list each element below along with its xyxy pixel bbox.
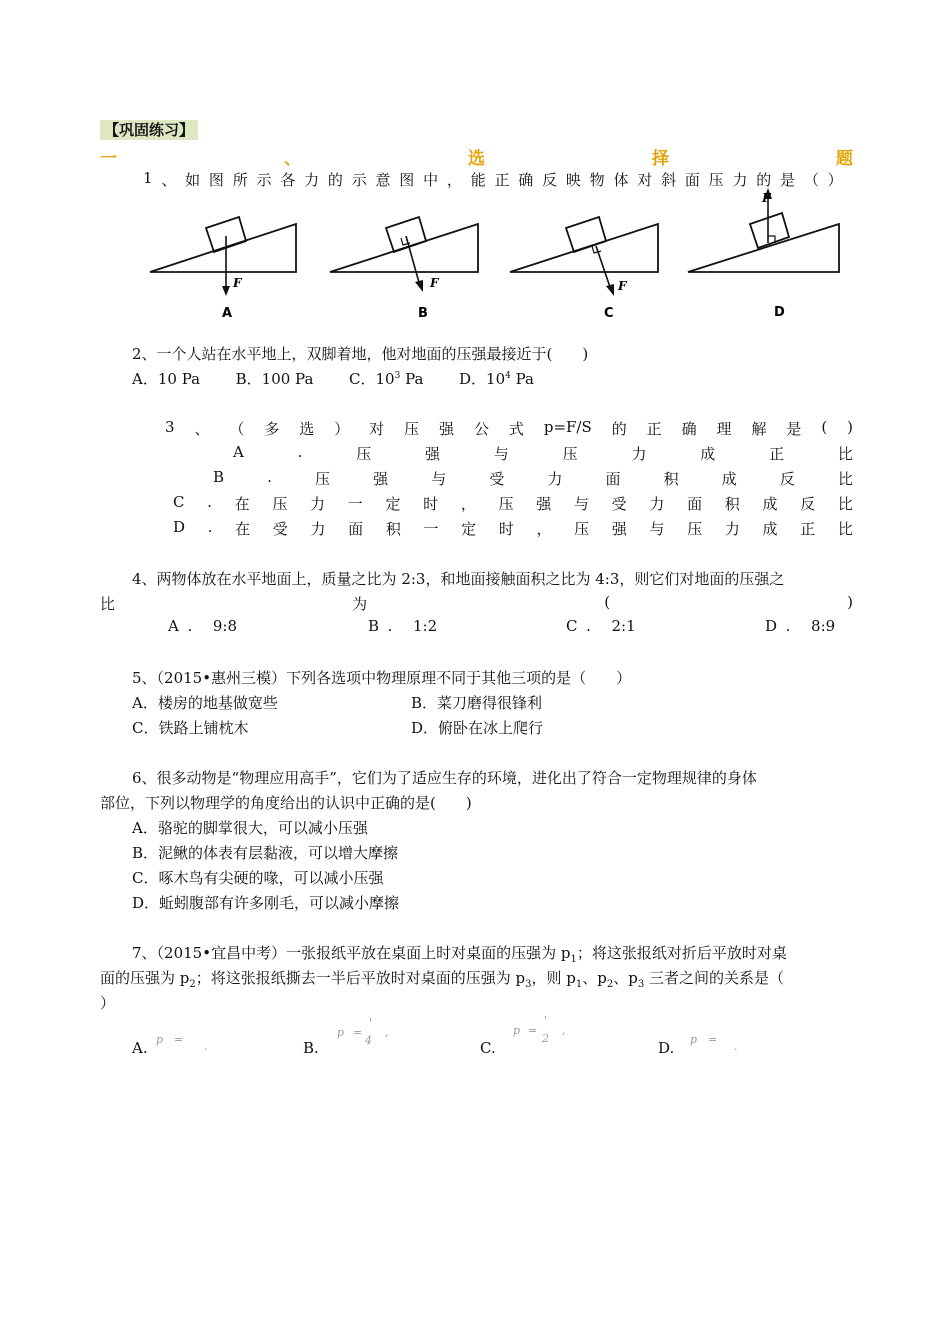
q1-stem-char: 意 xyxy=(375,171,391,189)
section-title-char: 题 xyxy=(836,149,853,169)
q6-option-a: A．骆驼的脚掌很大，可以减小压强 xyxy=(132,819,368,837)
q3-option-c-char: 在 xyxy=(234,495,250,513)
q3-option-b-char: 反 xyxy=(779,470,795,488)
section-title xyxy=(100,144,853,169)
q3-stem-char: p=F/S xyxy=(543,418,592,436)
q3-option-b-char: 成 xyxy=(721,470,737,488)
q4-stem-line2 xyxy=(100,593,853,614)
q1-force-label-d: F xyxy=(762,191,771,205)
q3-option-a-char: 压 xyxy=(562,445,578,463)
q1-diagram-a xyxy=(148,210,303,320)
q3-option-b-char: 压 xyxy=(315,470,331,488)
q3-option-d-char: 力 xyxy=(724,520,740,538)
q4-option-c: C . 2:1 xyxy=(566,617,636,635)
q1-stem-char: ， xyxy=(446,171,462,189)
section-title-char: 择 xyxy=(652,149,669,169)
q4-line2-char: ( xyxy=(604,593,611,611)
q3-option-d-char: 在 xyxy=(235,520,251,538)
q3-option-a-char: 比 xyxy=(837,445,853,463)
q1-stem-char: 示 xyxy=(256,171,272,189)
q1-diagram-c xyxy=(508,210,663,320)
q1-stem-char: （ xyxy=(803,171,819,189)
q7-option-b: B. p = ' 4 , xyxy=(303,1016,389,1057)
q4-options xyxy=(168,617,853,639)
section-tag: 【巩固练习】 xyxy=(100,120,198,140)
q3-option-c-char: 定 xyxy=(385,495,401,513)
q4-stem-line1: 4、两物体放在水平地面上，质量之比为 2:3，和地面接触面积之比为 4:3，则它们对地面的压强之 xyxy=(132,570,785,588)
q3-option-c xyxy=(173,493,853,514)
q3-option-c-char: 比 xyxy=(837,495,853,513)
q3-option-a xyxy=(233,443,853,464)
q3-option-c-char: 一 xyxy=(347,495,363,513)
q3-option-c-char: 与 xyxy=(573,495,589,513)
q3-stem-char: 正 xyxy=(646,420,662,438)
q1-stem-char: 确 xyxy=(518,171,534,189)
q7-option-c: C. p = ' 2 , xyxy=(480,1014,566,1057)
q1-stem-char: 图 xyxy=(399,171,415,189)
q3-option-c-char: ， xyxy=(460,495,476,513)
q3-stem xyxy=(165,418,853,439)
q1-stem-char: 、 xyxy=(161,171,177,189)
q3-option-c-char: 压 xyxy=(272,495,288,513)
q1-option-c: C xyxy=(604,306,614,320)
q3-stem-char: 、 xyxy=(194,420,210,438)
q1-stem-char: 1 xyxy=(143,169,153,187)
section-title-char: 选 xyxy=(468,149,485,169)
q3-stem-char: 理 xyxy=(716,420,732,438)
q3-option-c-char: 力 xyxy=(310,495,326,513)
q2-option-d: D．$10^4$ Pa xyxy=(459,370,534,388)
q1-stem-char: 力 xyxy=(304,171,320,189)
q5-option-d: D．俯卧在冰上爬行 xyxy=(411,719,544,737)
q3-option-b-char: 力 xyxy=(547,470,563,488)
q1-diagram-d xyxy=(686,185,846,320)
q3-option-d-char: 正 xyxy=(800,520,816,538)
q1-stem-char: 物 xyxy=(589,171,605,189)
q1-force-label-b: F xyxy=(430,276,439,290)
q4-option-b: B . 1:2 xyxy=(368,617,438,635)
q3-stem-char: （ xyxy=(229,420,245,438)
q3-option-c-char: 强 xyxy=(536,495,552,513)
q3-option-a-char: 正 xyxy=(769,445,785,463)
q3-option-c-char: . xyxy=(207,493,212,511)
q4-line2-char: 比 xyxy=(100,595,116,613)
q3-stem-char: 多 xyxy=(264,420,280,438)
q3-option-d-char: ， xyxy=(536,520,552,538)
q3-stem-char: 解 xyxy=(751,420,767,438)
q7-option-a: A. p = . xyxy=(132,1033,208,1057)
q3-option-b-char: 比 xyxy=(837,470,853,488)
q3-stem-char: 3 xyxy=(165,418,175,436)
q2-options xyxy=(132,368,534,389)
q3-stem-char: 确 xyxy=(681,420,697,438)
q3-option-c-char: 时 xyxy=(423,495,439,513)
q6-option-b: B．泥鳅的体表有层黏液，可以增大摩擦 xyxy=(132,844,399,862)
q3-option-a-char: 成 xyxy=(700,445,716,463)
q3-option-c-char: 力 xyxy=(649,495,665,513)
q1-stem-char: 力 xyxy=(732,171,748,189)
q1-option-d: D xyxy=(774,305,785,320)
q3-stem-char: 对 xyxy=(369,420,385,438)
q3-option-d-char: 强 xyxy=(611,520,627,538)
q4-line2-char: 为 xyxy=(352,595,368,613)
q3-stem-char: ( xyxy=(821,418,828,436)
q3-stem-char: ） xyxy=(334,420,350,438)
q6-option-d: D．蚯蚓腹部有许多刚毛，可以减小摩擦 xyxy=(132,894,400,912)
q1-stem-char: 反 xyxy=(542,171,558,189)
q1-force-label-c: F xyxy=(618,279,627,293)
q5-option-c: C．铁路上铺枕木 xyxy=(132,719,249,737)
q3-option-c-char: 反 xyxy=(800,495,816,513)
q7-stem-line3: ） xyxy=(100,994,116,1012)
q1-stem-char: 面 xyxy=(684,171,700,189)
q3-option-c-char: 成 xyxy=(762,495,778,513)
q3-option-d xyxy=(173,518,853,539)
q3-option-b-char: 受 xyxy=(489,470,505,488)
q3-stem-char: ) xyxy=(847,418,853,436)
q1-stem-char: 图 xyxy=(208,171,224,189)
q2-stem: 2、一个人站在水平地上，双脚着地，他对地面的压强最接近于( ) xyxy=(132,345,589,363)
q3-option-c-char: 面 xyxy=(687,495,703,513)
q2-option-b: B．100 Pa xyxy=(235,370,314,388)
q3-option-d-char: 力 xyxy=(310,520,326,538)
q3-option-c-char: 积 xyxy=(724,495,740,513)
q3-option-b-char: 面 xyxy=(605,470,621,488)
q3-stem-char: 公 xyxy=(473,420,489,438)
q3-stem-char: 是 xyxy=(786,420,802,438)
q3-option-d-char: 成 xyxy=(762,520,778,538)
q3-option-b xyxy=(213,468,853,489)
q3-option-a-char: 强 xyxy=(425,445,441,463)
q1-stem-char: 体 xyxy=(613,171,629,189)
q3-option-d-char: 受 xyxy=(272,520,288,538)
q3-option-a-char: . xyxy=(297,443,303,461)
q3-option-a-char: 与 xyxy=(493,445,509,463)
q3-option-d-char: 压 xyxy=(574,520,590,538)
q1-stem-char: 中 xyxy=(423,171,439,189)
q1-stem-char: 示 xyxy=(351,171,367,189)
q3-option-d-char: 时 xyxy=(498,520,514,538)
q3-option-d-char: 积 xyxy=(385,520,401,538)
q3-stem-char: 压 xyxy=(404,420,420,438)
q3-stem-char: 选 xyxy=(299,420,315,438)
q2-option-c: C．$10^3$ Pa xyxy=(348,370,424,388)
q6-stem-line2: 部位，下列以物理学的角度给出的认识中正确的是( ) xyxy=(100,794,472,812)
q3-stem-char: 式 xyxy=(508,420,524,438)
q3-option-b-char: 强 xyxy=(373,470,389,488)
q7-stem-line1: 7、（2015•宜昌中考）一张报纸平放在桌面上时对桌面的压强为 $p_1$；将这张报纸对折后平放时对桌 xyxy=(132,944,787,965)
q4-option-d: D . 8:9 xyxy=(765,617,836,635)
q1-stem-char: 的 xyxy=(327,171,343,189)
q7-option-d: D. p = . xyxy=(658,1033,738,1057)
q3-stem-char: 强 xyxy=(439,420,455,438)
q3-option-c-char: C xyxy=(173,493,185,511)
q1-stem-char: 所 xyxy=(232,171,248,189)
q5-stem: 5、（2015•惠州三模）下列各选项中物理原理不同于其他三项的是（ ） xyxy=(132,669,632,687)
q1-stem-char: 是 xyxy=(780,171,796,189)
q3-option-b-char: B xyxy=(213,468,225,486)
q1-stem-char: 的 xyxy=(756,171,772,189)
q3-option-b-char: 与 xyxy=(431,470,447,488)
q3-option-d-char: 比 xyxy=(837,520,853,538)
q1-stem-char: 如 xyxy=(185,171,201,189)
q3-option-a-char: A xyxy=(233,443,244,461)
q3-option-b-char: 积 xyxy=(663,470,679,488)
q3-option-d-char: 与 xyxy=(649,520,665,538)
q3-option-c-char: 压 xyxy=(498,495,514,513)
q1-option-a: A xyxy=(222,306,233,320)
q7-stem-line2: 面的压强为 $p_2$；将这张报纸撕去一半后平放时对桌面的压强为 $p_3$，则 $p_1$、$p_2$、$p_3$ 三者之间的关系是（ xyxy=(100,969,784,990)
q4-line2-char: ) xyxy=(847,593,853,611)
q1-stem-char: 能 xyxy=(470,171,486,189)
q1-stem-char: 映 xyxy=(565,171,581,189)
q3-option-d-char: 压 xyxy=(687,520,703,538)
q6-stem-line1: 6、很多动物是“物理应用高手”，它们为了适应生存的环境，进化出了符合一定物理规律的身体 xyxy=(132,769,757,787)
q1-force-label-a: F xyxy=(233,276,242,290)
q3-option-d-char: 面 xyxy=(348,520,364,538)
q3-option-d-char: . xyxy=(207,518,213,536)
q3-option-b-char: . xyxy=(267,468,272,486)
q3-option-c-char: 受 xyxy=(611,495,627,513)
q4-option-a: A . 9:8 xyxy=(168,617,237,635)
q3-option-a-char: 压 xyxy=(356,445,372,463)
q6-option-c: C．啄木鸟有尖硬的喙，可以减小压强 xyxy=(132,869,384,887)
q3-option-d-char: D xyxy=(173,518,186,536)
q1-stem-char: 斜 xyxy=(661,171,677,189)
q3-stem-char: 的 xyxy=(611,420,627,438)
q5-option-a: A．楼房的地基做宽些 xyxy=(132,694,278,712)
q1-option-b: B xyxy=(418,306,428,320)
q2-option-a: A．10 Pa xyxy=(132,370,201,388)
q1-stem-char: 对 xyxy=(637,171,653,189)
q3-option-a-char: 力 xyxy=(631,445,647,463)
q5-option-b: B．菜刀磨得很锋利 xyxy=(411,694,543,712)
section-title-char: 、 xyxy=(284,149,301,169)
q3-option-d-char: 一 xyxy=(423,520,439,538)
q1-stem-char: 各 xyxy=(280,171,296,189)
q1-stem-char: 压 xyxy=(708,171,724,189)
section-title-char: 一 xyxy=(100,149,117,169)
q3-option-d-char: 定 xyxy=(461,520,477,538)
q1-stem-char: ） xyxy=(827,171,843,189)
q1-diagram-b xyxy=(328,210,483,320)
q1-stem-char: 正 xyxy=(494,171,510,189)
